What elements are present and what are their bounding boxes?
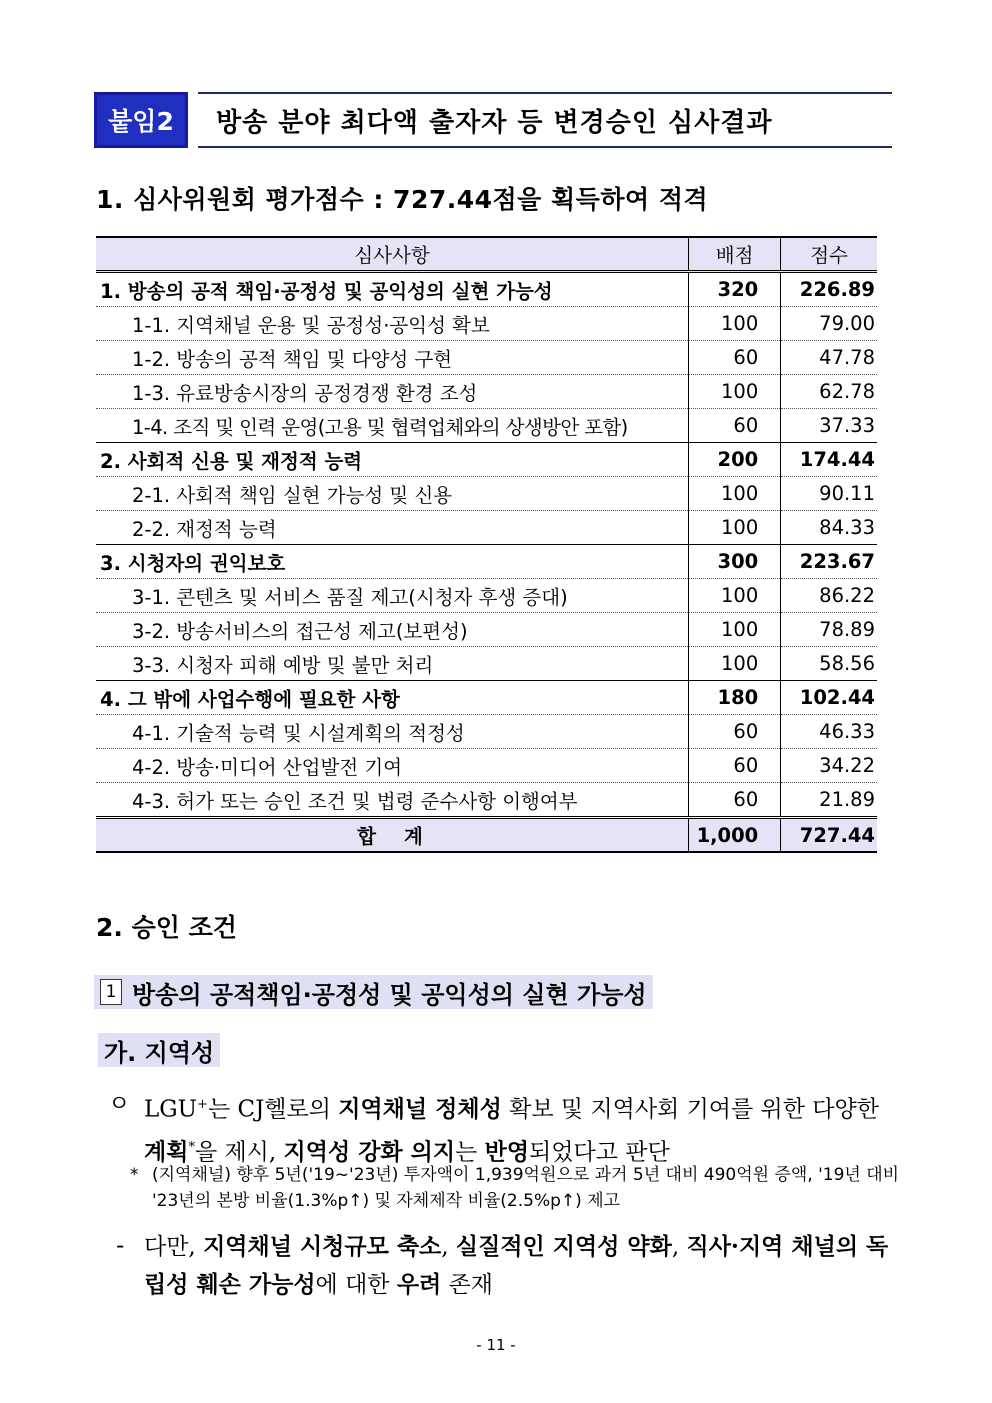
table-row bbox=[96, 579, 877, 613]
footnote-text: (지역채널) 향후 5년('19~'23년) 투자액이 1,939억원으로 과거 5년 대비 490억원 증액, '19년 대비 '23년의 본방 비율(1.3%p↑) 및 자체제작 비율(2.5%p↑) 제고 bbox=[152, 1165, 900, 1211]
total-label: 합계 bbox=[96, 818, 689, 853]
table-total-row bbox=[96, 818, 877, 853]
item-label: 3-2. 방송서비스의 접근성 제고(보편성) bbox=[96, 613, 689, 647]
item-score: 46.33 bbox=[781, 715, 877, 749]
section1-title: 1. 심사위원회 평가점수 : 727.44점을 획득하여 적격 bbox=[96, 185, 709, 214]
text-run: 는 bbox=[455, 1139, 485, 1166]
item-label: 1-2. 방송의 공적 책임 및 다양성 구현 bbox=[96, 341, 689, 375]
superscript: + bbox=[197, 1097, 208, 1112]
text-run: 되었다고 판단 bbox=[529, 1139, 670, 1166]
item-label: 3-1. 콘텐츠 및 서비스 품질 제고(시청자 후생 증대) bbox=[96, 579, 689, 613]
item-score: 86.22 bbox=[781, 579, 877, 613]
group-points: 180 bbox=[689, 681, 781, 715]
bold-text: 실질적인 지역성 약화 bbox=[455, 1233, 672, 1260]
table-row bbox=[96, 409, 877, 443]
item-score: 34.22 bbox=[781, 749, 877, 783]
bullet-paragraph bbox=[108, 1086, 898, 1171]
item-points: 60 bbox=[689, 341, 781, 375]
item-score: 84.33 bbox=[781, 511, 877, 545]
item-label: 4-1. 기술적 능력 및 시설계획의 적정성 bbox=[96, 715, 689, 749]
header-score: 점수 bbox=[781, 237, 877, 272]
attachment-header bbox=[94, 92, 892, 148]
bold-text: 우려 bbox=[396, 1271, 442, 1298]
group-score: 223.67 bbox=[781, 545, 877, 579]
group-points: 200 bbox=[689, 443, 781, 477]
item-score: 47.78 bbox=[781, 341, 877, 375]
group-label: 1. 방송의 공적 책임·공정성 및 공익성의 실현 가능성 bbox=[96, 272, 689, 307]
table-row bbox=[96, 511, 877, 545]
item-label: 3-3. 시청자 피해 예방 및 불만 처리 bbox=[96, 647, 689, 681]
item-points: 100 bbox=[689, 477, 781, 511]
table-row bbox=[96, 647, 877, 681]
item-points: 100 bbox=[689, 647, 781, 681]
bold-text: 반영 bbox=[484, 1138, 530, 1166]
group-points: 320 bbox=[689, 272, 781, 307]
text-run: 을 제시, bbox=[194, 1139, 284, 1166]
bullet-text bbox=[144, 1086, 898, 1171]
page-number: - 11 - bbox=[476, 1336, 516, 1354]
item-points: 60 bbox=[689, 409, 781, 443]
bullet-mark: ㅇ bbox=[108, 1091, 131, 1117]
item-score: 62.78 bbox=[781, 375, 877, 409]
total-points: 1,000 bbox=[689, 818, 781, 853]
item-score: 21.89 bbox=[781, 783, 877, 818]
group-label: 3. 시청자의 권익보호 bbox=[96, 545, 689, 579]
dash-text bbox=[144, 1228, 900, 1304]
bold-text: 지역채널 시청규모 축소 bbox=[203, 1233, 442, 1260]
item-points: 60 bbox=[689, 783, 781, 818]
table-row bbox=[96, 783, 877, 818]
bold-text: 계획 bbox=[144, 1138, 189, 1166]
item-label: 4-3. 허가 또는 승인 조건 및 법령 준수사항 이행여부 bbox=[96, 783, 689, 818]
group-score: 102.44 bbox=[781, 681, 877, 715]
item-points: 60 bbox=[689, 749, 781, 783]
table-row bbox=[96, 375, 877, 409]
bold-text: 지역채널 정체성 bbox=[338, 1095, 502, 1123]
footnote bbox=[130, 1162, 900, 1214]
table-row bbox=[96, 477, 877, 511]
item-points: 60 bbox=[689, 715, 781, 749]
item-label: 1-3. 유료방송시장의 공정경쟁 환경 조성 bbox=[96, 375, 689, 409]
item-label: 4-2. 방송·미디어 산업발전 기여 bbox=[96, 749, 689, 783]
subheading-locality: 가. 지역성 bbox=[98, 1033, 220, 1067]
bold-text: 직사·지역 채널의 독립성 훼손 가능성 bbox=[144, 1233, 889, 1298]
item-label: 2-2. 재정적 능력 bbox=[96, 511, 689, 545]
subsection-heading-text: 방송의 공적책임·공정성 및 공익성의 실현 가능성 bbox=[132, 980, 647, 1009]
group-label: 4. 그 밖에 사업수행에 필요한 사항 bbox=[96, 681, 689, 715]
footnote-mark: * bbox=[188, 1139, 195, 1155]
text-run: LGU bbox=[144, 1096, 198, 1123]
text-run: , bbox=[671, 1234, 687, 1260]
table-row bbox=[96, 749, 877, 783]
table-header-row bbox=[96, 237, 877, 272]
table-row-group bbox=[96, 443, 877, 477]
text-run: 존재 bbox=[441, 1272, 494, 1298]
header-points: 배점 bbox=[689, 237, 781, 272]
boxed-number: 1 bbox=[100, 979, 122, 1005]
footnote-asterisk: * bbox=[130, 1165, 139, 1185]
item-points: 100 bbox=[689, 307, 781, 341]
table-row-group bbox=[96, 545, 877, 579]
item-score: 37.33 bbox=[781, 409, 877, 443]
group-points: 300 bbox=[689, 545, 781, 579]
item-points: 100 bbox=[689, 613, 781, 647]
attachment-badge: 붙임2 bbox=[94, 92, 188, 148]
item-label: 2-1. 사회적 책임 실현 가능성 및 신용 bbox=[96, 477, 689, 511]
table-row bbox=[96, 715, 877, 749]
group-score: 174.44 bbox=[781, 443, 877, 477]
table-row-group bbox=[96, 272, 877, 307]
item-points: 100 bbox=[689, 375, 781, 409]
item-score: 79.00 bbox=[781, 307, 877, 341]
text-run: 는 CJ헬로의 bbox=[207, 1096, 339, 1123]
table-row bbox=[96, 341, 877, 375]
dash-mark: - bbox=[116, 1233, 125, 1259]
group-label: 2. 사회적 신용 및 재정적 능력 bbox=[96, 443, 689, 477]
text-run: 다만, bbox=[144, 1234, 204, 1260]
bold-text: 지역성 강화 의지 bbox=[283, 1138, 456, 1166]
table-row bbox=[96, 307, 877, 341]
table-row bbox=[96, 613, 877, 647]
item-label: 1-1. 지역채널 운용 및 공정성·공익성 확보 bbox=[96, 307, 689, 341]
group-score: 226.89 bbox=[781, 272, 877, 307]
dash-paragraph bbox=[116, 1228, 900, 1304]
section2-title: 2. 승인 조건 bbox=[96, 913, 237, 942]
item-points: 100 bbox=[689, 511, 781, 545]
table-row-group bbox=[96, 681, 877, 715]
item-label: 1-4. 조직 및 인력 운영(고용 및 협력업체와의 상생방안 포함) bbox=[96, 409, 689, 443]
text-run: 확보 및 지역사회 기여를 위한 다양한 bbox=[501, 1096, 879, 1123]
subsection-heading bbox=[94, 975, 653, 1009]
item-score: 58.56 bbox=[781, 647, 877, 681]
text-run: 에 대한 bbox=[315, 1272, 397, 1298]
item-points: 100 bbox=[689, 579, 781, 613]
item-score: 90.11 bbox=[781, 477, 877, 511]
text-run: , bbox=[441, 1234, 456, 1260]
total-score: 727.44 bbox=[781, 818, 877, 853]
item-score: 78.89 bbox=[781, 613, 877, 647]
header-criteria: 심사사항 bbox=[96, 237, 689, 272]
document-title: 방송 분야 최다액 출자자 등 변경승인 심사결과 bbox=[198, 92, 892, 148]
evaluation-score-table bbox=[96, 236, 877, 853]
